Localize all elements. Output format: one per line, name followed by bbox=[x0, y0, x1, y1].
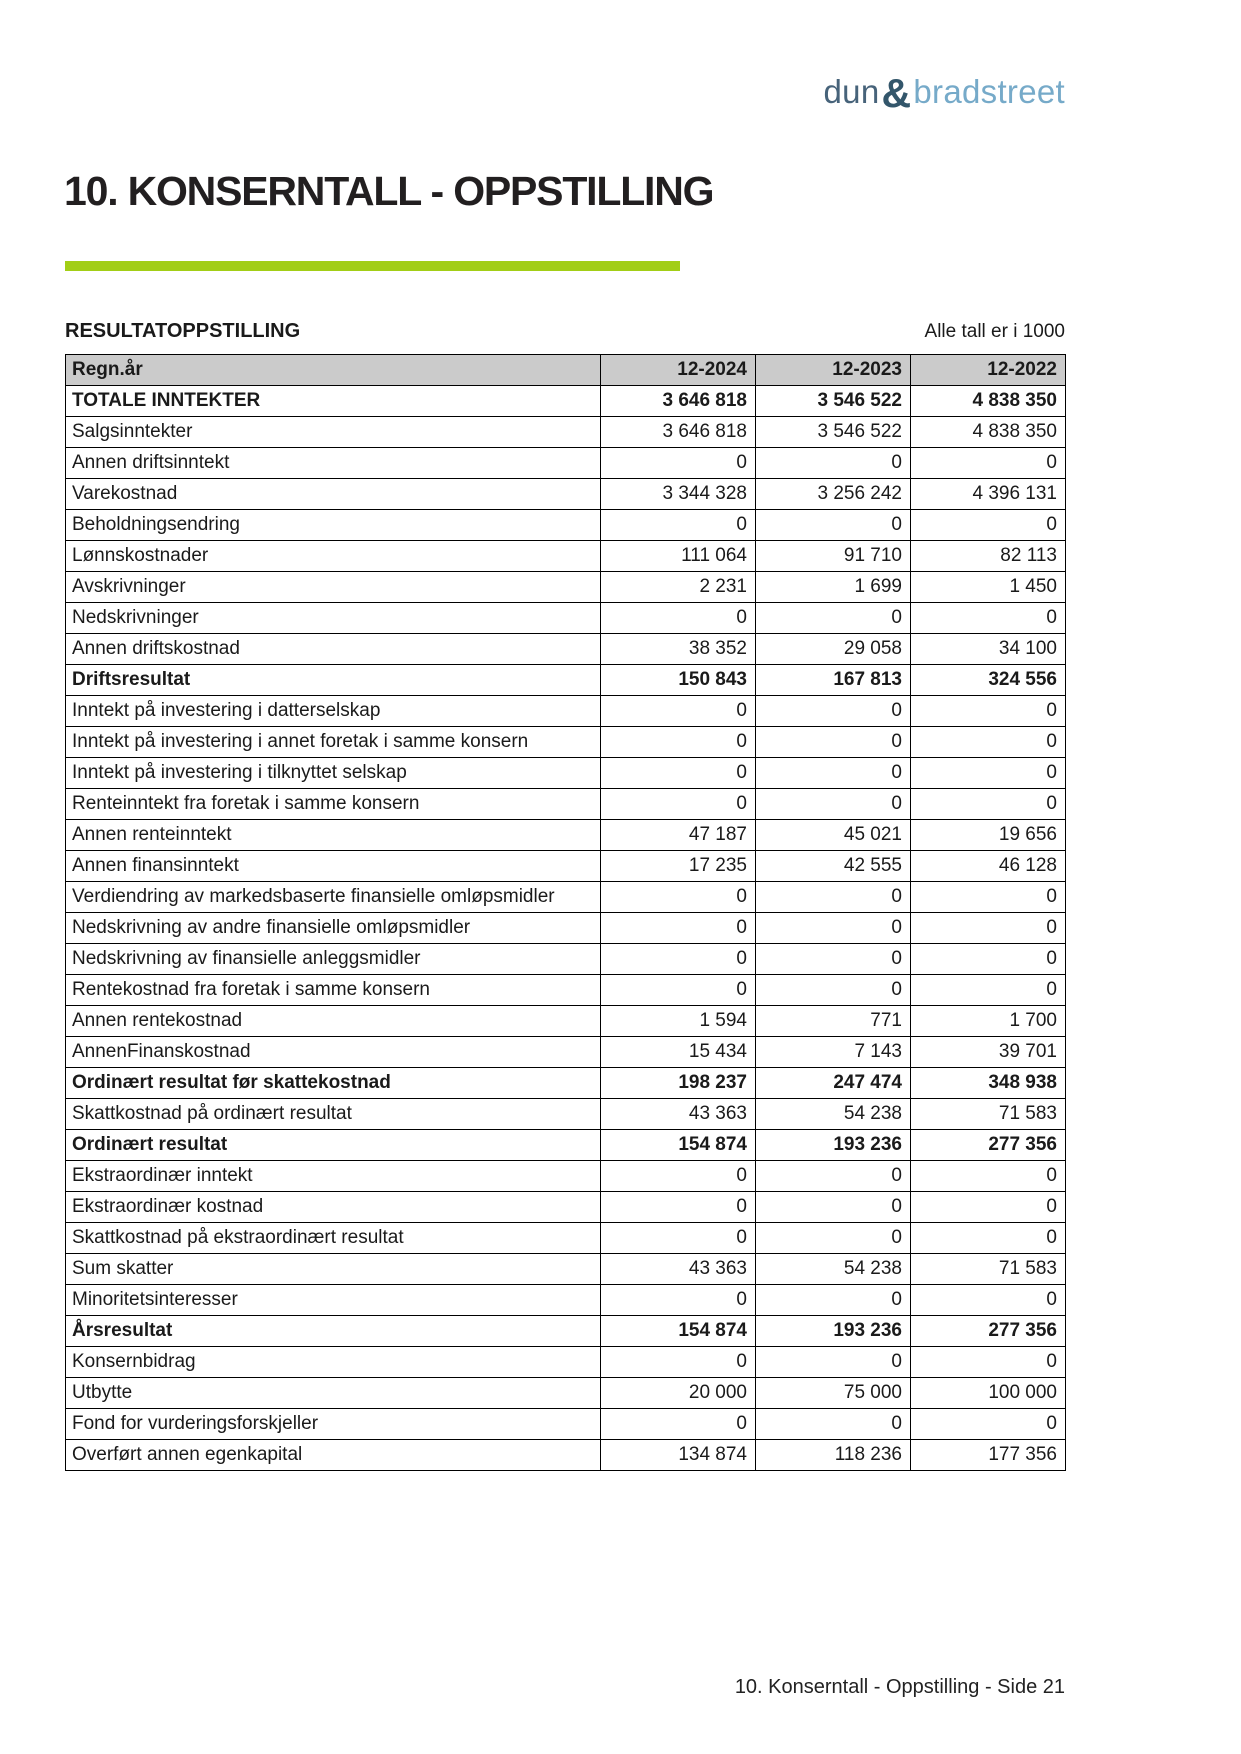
row-value: 0 bbox=[601, 448, 756, 479]
row-value: 1 594 bbox=[601, 1006, 756, 1037]
row-value: 0 bbox=[911, 882, 1066, 913]
row-value: 2 231 bbox=[601, 572, 756, 603]
row-value: 0 bbox=[601, 1285, 756, 1316]
table-row bbox=[66, 386, 1066, 417]
table-row bbox=[66, 1006, 1066, 1037]
table-row bbox=[66, 541, 1066, 572]
row-value: 111 064 bbox=[601, 541, 756, 572]
row-value: 0 bbox=[601, 882, 756, 913]
row-label: TOTALE INNTEKTER bbox=[66, 386, 601, 417]
table-row bbox=[66, 696, 1066, 727]
row-label: Verdiendring av markedsbaserte finansielle omløpsmidler bbox=[66, 882, 601, 913]
row-label: Inntekt på investering i annet foretak i samme konsern bbox=[66, 727, 601, 758]
row-value: 54 238 bbox=[756, 1254, 911, 1285]
table-row bbox=[66, 758, 1066, 789]
row-label: Ekstraordinær inntekt bbox=[66, 1161, 601, 1192]
row-label: Avskrivninger bbox=[66, 572, 601, 603]
table-row bbox=[66, 882, 1066, 913]
row-value: 3 646 818 bbox=[601, 386, 756, 417]
page-title: 10. KONSERNTALL - OPPSTILLING bbox=[64, 168, 714, 214]
row-value: 0 bbox=[756, 789, 911, 820]
row-value: 0 bbox=[756, 758, 911, 789]
row-value: 177 356 bbox=[911, 1440, 1066, 1471]
row-value: 1 450 bbox=[911, 572, 1066, 603]
row-value: 0 bbox=[911, 603, 1066, 634]
row-value: 4 396 131 bbox=[911, 479, 1066, 510]
row-label: Rentekostnad fra foretak i samme konsern bbox=[66, 975, 601, 1006]
income-statement-table bbox=[65, 354, 1066, 1471]
row-value: 0 bbox=[756, 975, 911, 1006]
table-row bbox=[66, 913, 1066, 944]
row-value: 0 bbox=[756, 1192, 911, 1223]
logo-dun: dun bbox=[823, 73, 880, 110]
row-label: Nedskrivning av finansielle anleggsmidler bbox=[66, 944, 601, 975]
table-row bbox=[66, 1037, 1066, 1068]
table-row bbox=[66, 851, 1066, 882]
table-row bbox=[66, 1254, 1066, 1285]
row-value: 247 474 bbox=[756, 1068, 911, 1099]
row-value: 0 bbox=[756, 882, 911, 913]
row-value: 42 555 bbox=[756, 851, 911, 882]
row-value: 20 000 bbox=[601, 1378, 756, 1409]
header-row bbox=[66, 355, 1066, 386]
row-label: Overført annen egenkapital bbox=[66, 1440, 601, 1471]
row-label: Minoritetsinteresser bbox=[66, 1285, 601, 1316]
header-year-cell: 12-2022 bbox=[911, 355, 1066, 386]
row-label: Konsernbidrag bbox=[66, 1347, 601, 1378]
row-value: 75 000 bbox=[756, 1378, 911, 1409]
row-label: Annen rentekostnad bbox=[66, 1006, 601, 1037]
table-row bbox=[66, 1099, 1066, 1130]
row-value: 0 bbox=[601, 603, 756, 634]
table-row bbox=[66, 1409, 1066, 1440]
row-value: 71 583 bbox=[911, 1254, 1066, 1285]
row-label: Annen finansinntekt bbox=[66, 851, 601, 882]
row-value: 3 546 522 bbox=[756, 386, 911, 417]
row-value: 0 bbox=[601, 789, 756, 820]
row-value: 54 238 bbox=[756, 1099, 911, 1130]
row-value: 0 bbox=[911, 913, 1066, 944]
row-value: 0 bbox=[911, 758, 1066, 789]
row-value: 0 bbox=[911, 1285, 1066, 1316]
row-value: 0 bbox=[601, 975, 756, 1006]
row-value: 1 700 bbox=[911, 1006, 1066, 1037]
row-value: 15 434 bbox=[601, 1037, 756, 1068]
dnb-logo bbox=[823, 70, 1065, 116]
row-value: 277 356 bbox=[911, 1130, 1066, 1161]
row-value: 38 352 bbox=[601, 634, 756, 665]
table-row bbox=[66, 634, 1066, 665]
row-value: 71 583 bbox=[911, 1099, 1066, 1130]
row-value: 0 bbox=[601, 1347, 756, 1378]
row-value: 0 bbox=[756, 448, 911, 479]
row-label: Skattkostnad på ekstraordinært resultat bbox=[66, 1223, 601, 1254]
row-label: Nedskrivninger bbox=[66, 603, 601, 634]
table-row bbox=[66, 1316, 1066, 1347]
row-value: 39 701 bbox=[911, 1037, 1066, 1068]
table-row bbox=[66, 417, 1066, 448]
row-value: 46 128 bbox=[911, 851, 1066, 882]
row-label: Varekostnad bbox=[66, 479, 601, 510]
page-footer: 10. Konserntall - Oppstilling - Side 21 bbox=[734, 1676, 1065, 1698]
row-value: 0 bbox=[911, 1192, 1066, 1223]
row-value: 7 143 bbox=[756, 1037, 911, 1068]
row-value: 193 236 bbox=[756, 1316, 911, 1347]
row-value: 0 bbox=[911, 944, 1066, 975]
table-row bbox=[66, 1068, 1066, 1099]
logo-bradstreet: bradstreet bbox=[913, 73, 1065, 110]
row-value: 193 236 bbox=[756, 1130, 911, 1161]
row-label: Sum skatter bbox=[66, 1254, 601, 1285]
row-label: Lønnskostnader bbox=[66, 541, 601, 572]
row-value: 4 838 350 bbox=[911, 417, 1066, 448]
row-value: 0 bbox=[911, 789, 1066, 820]
row-value: 3 256 242 bbox=[756, 479, 911, 510]
row-value: 0 bbox=[756, 944, 911, 975]
row-value: 134 874 bbox=[601, 1440, 756, 1471]
row-value: 0 bbox=[601, 1192, 756, 1223]
table-row bbox=[66, 1440, 1066, 1471]
row-value: 0 bbox=[756, 696, 911, 727]
row-value: 0 bbox=[756, 1347, 911, 1378]
row-label: Nedskrivning av andre finansielle omløpsmidler bbox=[66, 913, 601, 944]
row-value: 348 938 bbox=[911, 1068, 1066, 1099]
row-value: 0 bbox=[911, 975, 1066, 1006]
ampersand-icon: & bbox=[881, 70, 912, 116]
row-value: 0 bbox=[911, 448, 1066, 479]
header-year-cell: 12-2024 bbox=[601, 355, 756, 386]
row-value: 47 187 bbox=[601, 820, 756, 851]
row-value: 167 813 bbox=[756, 665, 911, 696]
table-row bbox=[66, 572, 1066, 603]
table-row bbox=[66, 1161, 1066, 1192]
table-row bbox=[66, 1378, 1066, 1409]
table-row bbox=[66, 1223, 1066, 1254]
row-value: 3 344 328 bbox=[601, 479, 756, 510]
row-value: 0 bbox=[601, 727, 756, 758]
row-value: 4 838 350 bbox=[911, 386, 1066, 417]
row-value: 277 356 bbox=[911, 1316, 1066, 1347]
table-caption-row bbox=[65, 320, 1065, 343]
row-label: Skattkostnad på ordinært resultat bbox=[66, 1099, 601, 1130]
row-value: 1 699 bbox=[756, 572, 911, 603]
row-value: 0 bbox=[756, 1409, 911, 1440]
table-row bbox=[66, 510, 1066, 541]
row-label: Driftsresultat bbox=[66, 665, 601, 696]
row-value: 118 236 bbox=[756, 1440, 911, 1471]
row-value: 82 113 bbox=[911, 541, 1066, 572]
row-value: 29 058 bbox=[756, 634, 911, 665]
table-row bbox=[66, 603, 1066, 634]
table-row bbox=[66, 944, 1066, 975]
row-value: 324 556 bbox=[911, 665, 1066, 696]
row-value: 0 bbox=[756, 1223, 911, 1254]
row-value: 154 874 bbox=[601, 1316, 756, 1347]
table-row bbox=[66, 820, 1066, 851]
row-value: 0 bbox=[911, 1347, 1066, 1378]
table-row bbox=[66, 789, 1066, 820]
table-body bbox=[66, 386, 1066, 1471]
row-value: 3 646 818 bbox=[601, 417, 756, 448]
table-row bbox=[66, 1130, 1066, 1161]
table-caption: RESULTATOPPSTILLING bbox=[65, 320, 301, 342]
row-value: 17 235 bbox=[601, 851, 756, 882]
table-row bbox=[66, 727, 1066, 758]
row-label: Annen driftskostnad bbox=[66, 634, 601, 665]
row-value: 0 bbox=[601, 1409, 756, 1440]
row-label: AnnenFinanskostnad bbox=[66, 1037, 601, 1068]
row-value: 0 bbox=[911, 696, 1066, 727]
row-value: 0 bbox=[756, 603, 911, 634]
table-row bbox=[66, 1192, 1066, 1223]
row-value: 0 bbox=[911, 1223, 1066, 1254]
title-accent-bar bbox=[65, 261, 680, 271]
row-value: 0 bbox=[756, 1161, 911, 1192]
row-label: Årsresultat bbox=[66, 1316, 601, 1347]
header-label-cell: Regn.år bbox=[66, 355, 601, 386]
row-value: 43 363 bbox=[601, 1099, 756, 1130]
table-row bbox=[66, 665, 1066, 696]
table-row bbox=[66, 975, 1066, 1006]
row-label: Inntekt på investering i datterselskap bbox=[66, 696, 601, 727]
row-value: 0 bbox=[911, 727, 1066, 758]
row-value: 0 bbox=[756, 727, 911, 758]
table-row bbox=[66, 1347, 1066, 1378]
row-value: 198 237 bbox=[601, 1068, 756, 1099]
row-value: 150 843 bbox=[601, 665, 756, 696]
row-value: 0 bbox=[601, 510, 756, 541]
table-header bbox=[66, 355, 1066, 386]
row-value: 154 874 bbox=[601, 1130, 756, 1161]
row-label: Fond for vurderingsforskjeller bbox=[66, 1409, 601, 1440]
row-label: Inntekt på investering i tilknyttet selskap bbox=[66, 758, 601, 789]
row-value: 19 656 bbox=[911, 820, 1066, 851]
header-year-cell: 12-2023 bbox=[756, 355, 911, 386]
row-label: Annen driftsinntekt bbox=[66, 448, 601, 479]
row-label: Annen renteinntekt bbox=[66, 820, 601, 851]
row-label: Salgsinntekter bbox=[66, 417, 601, 448]
table-row bbox=[66, 1285, 1066, 1316]
units-note: Alle tall er i 1000 bbox=[924, 321, 1065, 342]
row-value: 771 bbox=[756, 1006, 911, 1037]
table-row bbox=[66, 448, 1066, 479]
row-value: 0 bbox=[601, 696, 756, 727]
row-label: Ordinært resultat bbox=[66, 1130, 601, 1161]
row-value: 0 bbox=[601, 1223, 756, 1254]
row-value: 0 bbox=[756, 1285, 911, 1316]
row-value: 34 100 bbox=[911, 634, 1066, 665]
row-label: Renteinntekt fra foretak i samme konsern bbox=[66, 789, 601, 820]
row-value: 100 000 bbox=[911, 1378, 1066, 1409]
row-value: 43 363 bbox=[601, 1254, 756, 1285]
row-value: 0 bbox=[911, 1409, 1066, 1440]
row-value: 0 bbox=[601, 913, 756, 944]
row-label: Beholdningsendring bbox=[66, 510, 601, 541]
row-value: 45 021 bbox=[756, 820, 911, 851]
row-value: 0 bbox=[911, 510, 1066, 541]
row-value: 0 bbox=[911, 1161, 1066, 1192]
row-value: 0 bbox=[756, 510, 911, 541]
row-value: 0 bbox=[601, 758, 756, 789]
row-value: 0 bbox=[601, 944, 756, 975]
row-value: 3 546 522 bbox=[756, 417, 911, 448]
row-label: Ordinært resultat før skattekostnad bbox=[66, 1068, 601, 1099]
row-value: 0 bbox=[601, 1161, 756, 1192]
table-row bbox=[66, 479, 1066, 510]
row-value: 0 bbox=[756, 913, 911, 944]
row-label: Utbytte bbox=[66, 1378, 601, 1409]
row-value: 91 710 bbox=[756, 541, 911, 572]
row-label: Ekstraordinær kostnad bbox=[66, 1192, 601, 1223]
